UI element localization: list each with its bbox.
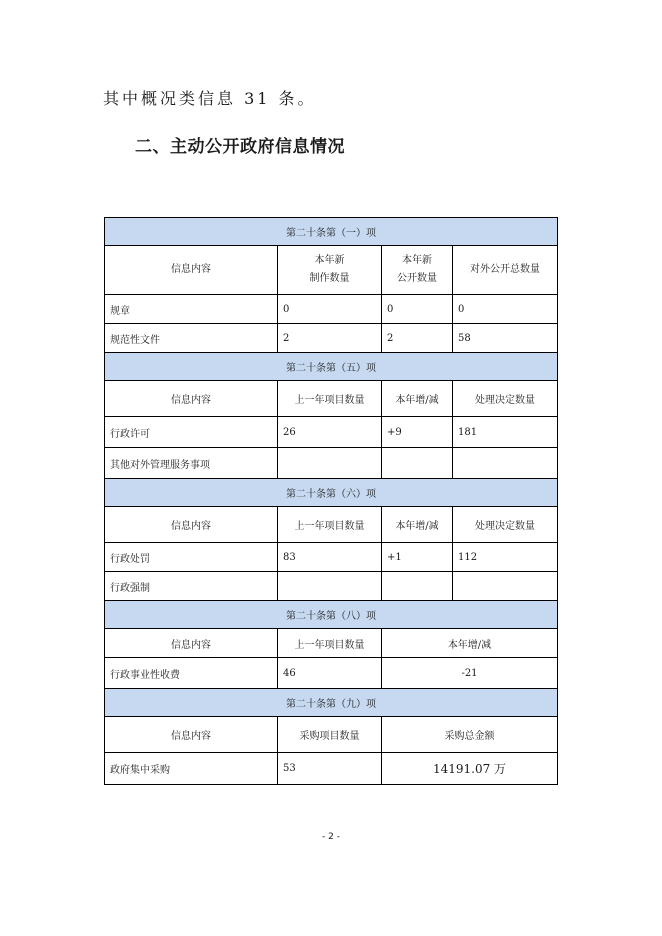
table-row [105, 324, 558, 353]
row-label: 规章 [105, 295, 278, 324]
cell-value: 26 [278, 417, 382, 448]
header-cell: 上一年项目数量 [278, 381, 382, 417]
header-cell: 本年增/减 [382, 629, 558, 658]
cell-value: 112 [453, 543, 558, 572]
row-label: 其他对外管理服务事项 [105, 448, 278, 479]
cell-value [453, 572, 558, 601]
cell-value [278, 448, 382, 479]
section-row-8 [105, 601, 558, 629]
header-cell: 信息内容 [105, 381, 278, 417]
cell-value: +9 [382, 417, 453, 448]
row-label: 规范性文件 [105, 324, 278, 353]
section-title: 第二十条第（五）项 [105, 353, 558, 381]
cell-value: +1 [382, 543, 453, 572]
section-title: 第二十条第（九）项 [105, 689, 558, 717]
cell-value [382, 572, 453, 601]
header-row [105, 246, 558, 295]
header-row [105, 717, 558, 753]
header-cell: 上一年项目数量 [278, 507, 382, 543]
section-row-5 [105, 353, 558, 381]
cell-value: 0 [453, 295, 558, 324]
header-cell: 上一年项目数量 [278, 629, 382, 658]
row-label: 政府集中采购 [105, 753, 278, 785]
cell-value: 2 [382, 324, 453, 353]
section-title: 第二十条第（八）项 [105, 601, 558, 629]
header-cell: 信息内容 [105, 717, 278, 753]
header-row [105, 629, 558, 658]
header-cell: 信息内容 [105, 629, 278, 658]
header-cell: 信息内容 [105, 246, 278, 295]
table-row [105, 658, 558, 689]
header-cell: 采购总金额 [382, 717, 558, 753]
header-cell: 本年新 公开数量 [382, 246, 453, 295]
cell-value [453, 448, 558, 479]
table-row [105, 543, 558, 572]
table-row [105, 753, 558, 785]
cell-value [278, 572, 382, 601]
header-cell: 本年新 制作数量 [278, 246, 382, 295]
section-row-9 [105, 689, 558, 717]
section-row-1 [105, 218, 558, 246]
header-cell: 信息内容 [105, 507, 278, 543]
cell-value: -21 [382, 658, 558, 689]
header-cell: 处理决定数量 [453, 381, 558, 417]
section-row-6 [105, 479, 558, 507]
table-row [105, 572, 558, 601]
section-heading: 二、主动公开政府信息情况 [135, 137, 345, 157]
header-cell: 采购项目数量 [278, 717, 382, 753]
header-cell: 对外公开总数量 [453, 246, 558, 295]
header-cell: 本年增/减 [382, 507, 453, 543]
header-cell: 处理决定数量 [453, 507, 558, 543]
row-label: 行政事业性收费 [105, 658, 278, 689]
cell-value: 14191.07 万 [382, 753, 558, 785]
section-title: 第二十条第（六）项 [105, 479, 558, 507]
cell-value: 2 [278, 324, 382, 353]
header-row [105, 507, 558, 543]
cell-value: 58 [453, 324, 558, 353]
section-title: 第二十条第（一）项 [105, 218, 558, 246]
cell-value: 0 [382, 295, 453, 324]
row-label: 行政许可 [105, 417, 278, 448]
cell-value: 53 [278, 753, 382, 785]
cell-value: 83 [278, 543, 382, 572]
page-number: - 2 - [322, 832, 340, 842]
cell-value [382, 448, 453, 479]
table-row [105, 448, 558, 479]
cell-value: 46 [278, 658, 382, 689]
row-label: 行政强制 [105, 572, 278, 601]
disclosure-table [104, 217, 558, 785]
intro-paragraph: 其中概况类信息 31 条。 [103, 89, 317, 108]
table-row [105, 417, 558, 448]
row-label: 行政处罚 [105, 543, 278, 572]
header-row [105, 381, 558, 417]
header-cell: 本年增/减 [382, 381, 453, 417]
cell-value: 0 [278, 295, 382, 324]
cell-value: 181 [453, 417, 558, 448]
table-row [105, 295, 558, 324]
